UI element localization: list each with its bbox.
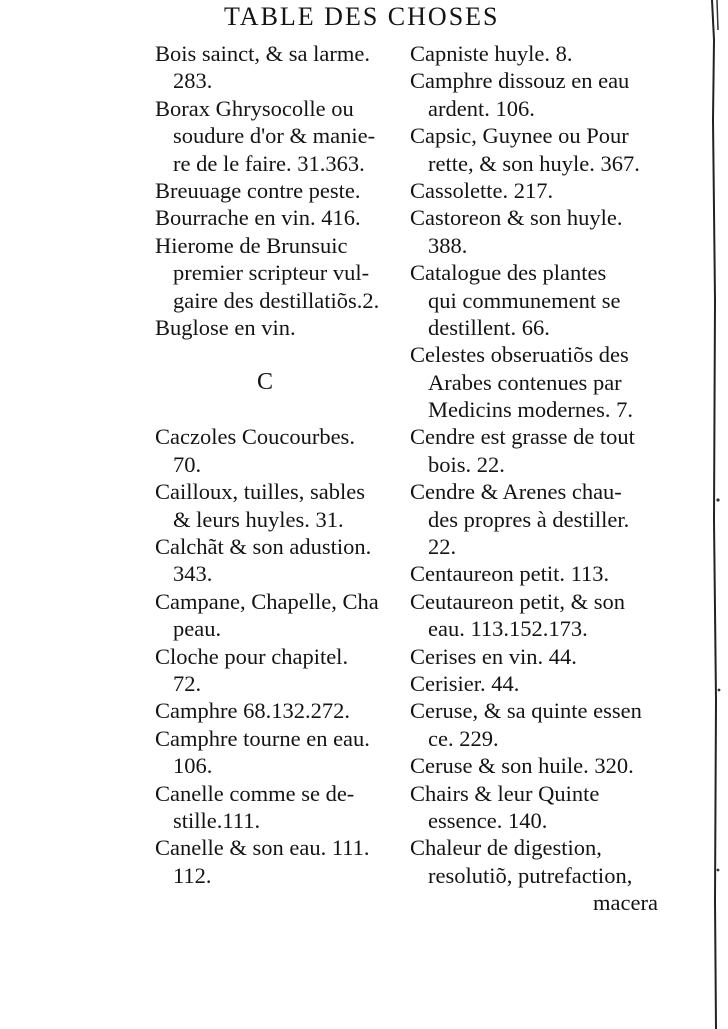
index-entry: Cassolette. 217.: [410, 177, 554, 203]
index-entry: soudure d'or & manie-: [173, 123, 376, 149]
index-entry: rette, & son huyle. 367.: [428, 150, 640, 176]
index-entry: eau. 113.152.173.: [428, 616, 588, 642]
index-column-right: [410, 40, 658, 917]
index-entry: Buglose en vin.: [155, 314, 296, 340]
index-entry: ce. 229.: [428, 725, 499, 751]
index-entry: Hierome de Brunsuic: [155, 232, 348, 258]
index-entry: Camphre dissouz en eau: [410, 68, 630, 94]
index-entry: resolutiõ, putrefaction,: [428, 862, 633, 888]
index-entry: Ceruse, & sa quinte essen: [410, 698, 642, 724]
index-entry: stille.111.: [173, 807, 261, 833]
index-entry: 343.: [173, 561, 213, 587]
index-entry: Borax Ghrysocolle ou: [155, 95, 354, 121]
index-entry: Caczoles Coucourbes.: [155, 424, 355, 450]
index-entry: & leurs huyles. 31.: [173, 506, 344, 532]
index-entry: Cerises en vin. 44.: [410, 643, 577, 669]
blank-line: [155, 396, 405, 423]
index-entry: ardent. 106.: [428, 95, 535, 121]
index-entry: Cendre & Arenes chau-: [410, 479, 622, 505]
index-entry: Centaureon petit. 113.: [410, 561, 610, 587]
index-entry: Breuuage contre peste.: [155, 177, 361, 203]
index-entry: gaire des destillatiõs.2.: [173, 287, 380, 313]
index-entry: 388.: [428, 232, 468, 258]
index-entry: 112.: [173, 862, 212, 888]
index-entry: 22.: [428, 534, 457, 560]
index-entry: 283.: [173, 68, 213, 94]
index-entry: Cailloux, tuilles, sables: [155, 479, 365, 505]
index-entry: Capsic, Guynee ou Pour: [410, 123, 629, 149]
index-entry: 70.: [173, 451, 202, 477]
index-entry: Ceruse & son huile. 320.: [410, 753, 634, 779]
index-entry: 72.: [173, 670, 202, 696]
catchword: macera: [593, 890, 658, 916]
index-entry: destillent. 66.: [428, 314, 550, 340]
section-letter: C: [256, 368, 273, 395]
index-entry: Calchãt & son adustion.: [155, 534, 372, 560]
index-entry: Cerisier. 44.: [410, 670, 520, 696]
index-entry: Cloche pour chapitel.: [155, 643, 349, 669]
index-column-left: [155, 40, 405, 889]
index-entry: Chairs & leur Quinte: [410, 780, 600, 806]
index-entry: Catalogue des plantes: [410, 260, 607, 286]
index-entry: Medicins modernes. 7.: [428, 397, 633, 423]
index-entry: Arabes contenues par: [428, 369, 622, 395]
index-entry: 106.: [173, 753, 213, 779]
index-entry: Cendre est grasse de tout: [410, 424, 635, 450]
index-entry: Bourrache en vin. 416.: [155, 205, 361, 231]
index-entry: Ceutaureon petit, & son: [410, 588, 625, 614]
index-entry: Camphre tourne en eau.: [155, 725, 370, 751]
index-entry: Canelle & son eau. 111.: [155, 835, 370, 861]
index-entry: des propres à destiller.: [428, 506, 630, 532]
blank-line: [155, 341, 405, 368]
index-entry: Bois sainct, & sa larme.: [155, 41, 370, 66]
index-entry: essence. 140.: [428, 807, 548, 833]
index-entry: bois. 22.: [428, 451, 505, 477]
index-entry: Capniste huyle. 8.: [410, 41, 573, 66]
index-entry: Canelle comme se de-: [155, 780, 355, 806]
index-entry: Castoreon & son huyle.: [410, 205, 623, 231]
index-entry: premier scripteur vul-: [173, 260, 370, 286]
index-entry: qui communement se: [428, 287, 621, 313]
running-header: TABLE DES CHOSES: [224, 2, 500, 31]
index-entry: re de le faire. 31.363.: [173, 150, 365, 176]
index-entry: Celestes obseruatiõs des: [410, 342, 629, 368]
index-entry: Camphre 68.132.272.: [155, 698, 350, 724]
index-entry: Campane, Chapelle, Cha: [155, 588, 379, 614]
index-entry: Chaleur de digestion,: [410, 835, 602, 861]
page-edge-shadow: [708, 0, 722, 1029]
index-entry: peau.: [173, 616, 222, 642]
